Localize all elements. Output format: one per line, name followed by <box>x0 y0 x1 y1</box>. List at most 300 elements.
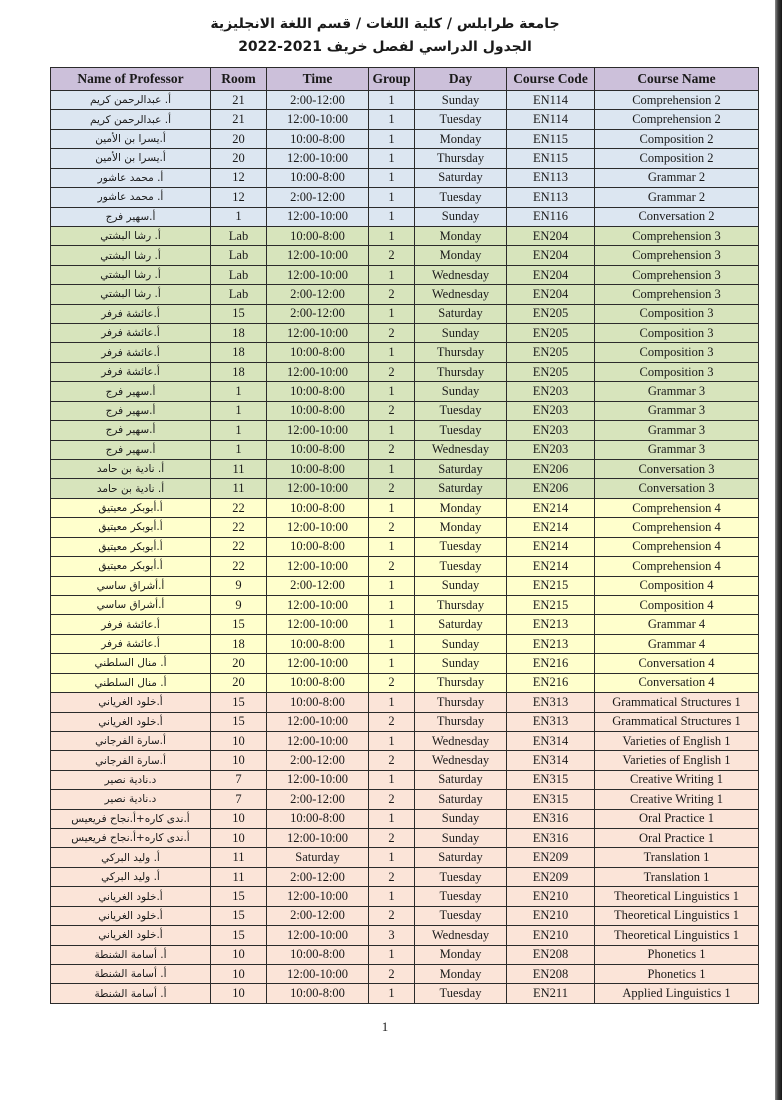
cell-group: 2 <box>369 906 415 925</box>
cell-code: EN215 <box>507 576 595 595</box>
cell-professor: أ. محمد عاشور <box>51 168 211 187</box>
cell-group: 1 <box>369 207 415 226</box>
cell-course: Creative Writing 1 <box>595 770 759 789</box>
cell-course: Theoretical Linguistics 1 <box>595 906 759 925</box>
cell-group: 3 <box>369 926 415 945</box>
cell-professor: أ.عائشة فرفر <box>51 634 211 653</box>
cell-time: 10:00-8:00 <box>267 984 369 1004</box>
table-row <box>51 518 759 537</box>
cell-time: 10:00-8:00 <box>267 537 369 556</box>
cell-code: EN213 <box>507 615 595 634</box>
cell-professor: أ.يسرا بن الأمين <box>51 149 211 168</box>
cell-course: Conversation 4 <box>595 654 759 673</box>
cell-professor: أ.سهير فرج <box>51 401 211 420</box>
cell-code: EN209 <box>507 848 595 867</box>
cell-time: 2:00-12:00 <box>267 576 369 595</box>
cell-code: EN115 <box>507 149 595 168</box>
cell-group: 1 <box>369 537 415 556</box>
cell-room: 18 <box>211 324 267 343</box>
document-title: جامعة طرابلس / كلية اللغات / قسم اللغة الانجليزية <box>210 16 560 32</box>
cell-professor: أ. أسامة الشنطة <box>51 945 211 964</box>
table-row <box>51 382 759 401</box>
cell-time: 12:00-10:00 <box>267 479 369 498</box>
cell-course: Comprehension 2 <box>595 91 759 110</box>
cell-time: 10:00-8:00 <box>267 440 369 459</box>
cell-code: EN203 <box>507 421 595 440</box>
cell-group: 2 <box>369 673 415 692</box>
cell-group: 2 <box>369 790 415 809</box>
cell-professor: أ.خلود الغرياني <box>51 712 211 731</box>
cell-professor: أ. وليد البركي <box>51 848 211 867</box>
cell-room: 10 <box>211 945 267 964</box>
cell-group: 1 <box>369 848 415 867</box>
table-row <box>51 226 759 245</box>
cell-room: 11 <box>211 848 267 867</box>
cell-professor: أ. عبدالرحمن كريم <box>51 110 211 129</box>
cell-time: 2:00-12:00 <box>267 285 369 304</box>
table-row <box>51 304 759 323</box>
cell-room: Lab <box>211 226 267 245</box>
cell-code: EN205 <box>507 324 595 343</box>
cell-group: 1 <box>369 984 415 1004</box>
cell-day: Tuesday <box>415 401 507 420</box>
cell-course: Phonetics 1 <box>595 964 759 983</box>
cell-code: EN210 <box>507 887 595 906</box>
column-header-professor: Name of Professor <box>51 68 211 91</box>
cell-code: EN214 <box>507 557 595 576</box>
cell-course: Composition 3 <box>595 304 759 323</box>
cell-day: Saturday <box>415 770 507 789</box>
cell-course: Oral Practice 1 <box>595 809 759 828</box>
document-subtitle: الجدول الدراسي لفصل خريف 2021-2022 <box>238 39 532 55</box>
cell-time: 12:00-10:00 <box>267 829 369 848</box>
cell-room: 20 <box>211 673 267 692</box>
cell-day: Monday <box>415 226 507 245</box>
cell-code: EN214 <box>507 498 595 517</box>
cell-professor: أ. نادية بن حامد <box>51 479 211 498</box>
cell-code: EN315 <box>507 770 595 789</box>
cell-code: EN316 <box>507 809 595 828</box>
cell-group: 1 <box>369 731 415 750</box>
cell-professor: أ.أبوبكر معيتيق <box>51 518 211 537</box>
cell-group: 1 <box>369 693 415 712</box>
cell-room: 15 <box>211 304 267 323</box>
cell-code: EN113 <box>507 168 595 187</box>
cell-professor: أ.خلود الغرياني <box>51 693 211 712</box>
cell-code: EN114 <box>507 110 595 129</box>
cell-code: EN210 <box>507 906 595 925</box>
cell-room: 1 <box>211 421 267 440</box>
cell-time: 10:00-8:00 <box>267 809 369 828</box>
cell-time: 12:00-10:00 <box>267 770 369 789</box>
cell-course: Oral Practice 1 <box>595 829 759 848</box>
cell-day: Sunday <box>415 829 507 848</box>
cell-group: 1 <box>369 91 415 110</box>
cell-code: EN208 <box>507 964 595 983</box>
table-row <box>51 964 759 983</box>
cell-room: 22 <box>211 498 267 517</box>
table-row <box>51 110 759 129</box>
cell-course: Creative Writing 1 <box>595 790 759 809</box>
cell-course: Composition 3 <box>595 362 759 381</box>
cell-day: Tuesday <box>415 557 507 576</box>
table-row <box>51 576 759 595</box>
cell-code: EN210 <box>507 926 595 945</box>
cell-professor: أ. محمد عاشور <box>51 188 211 207</box>
cell-code: EN315 <box>507 790 595 809</box>
table-row <box>51 712 759 731</box>
cell-time: 12:00-10:00 <box>267 557 369 576</box>
cell-day: Sunday <box>415 809 507 828</box>
cell-professor: أ.سارة الفرجاني <box>51 731 211 750</box>
cell-course: Varieties of English 1 <box>595 751 759 770</box>
cell-course: Grammar 3 <box>595 440 759 459</box>
cell-room: Lab <box>211 246 267 265</box>
cell-room: 20 <box>211 654 267 673</box>
cell-room: 18 <box>211 343 267 362</box>
cell-group: 1 <box>369 634 415 653</box>
cell-day: Tuesday <box>415 867 507 886</box>
cell-code: EN214 <box>507 518 595 537</box>
cell-day: Saturday <box>415 790 507 809</box>
cell-course: Theoretical Linguistics 1 <box>595 887 759 906</box>
cell-course: Comprehension 4 <box>595 557 759 576</box>
cell-course: Grammar 4 <box>595 615 759 634</box>
table-row <box>51 906 759 925</box>
cell-group: 2 <box>369 867 415 886</box>
cell-time: 12:00-10:00 <box>267 712 369 731</box>
cell-professor: أ.سهير فرج <box>51 207 211 226</box>
cell-group: 2 <box>369 440 415 459</box>
table-row <box>51 285 759 304</box>
cell-code: EN314 <box>507 751 595 770</box>
cell-time: 12:00-10:00 <box>267 887 369 906</box>
cell-course: Composition 3 <box>595 324 759 343</box>
table-row <box>51 168 759 187</box>
cell-day: Monday <box>415 945 507 964</box>
cell-group: 1 <box>369 168 415 187</box>
cell-day: Wednesday <box>415 731 507 750</box>
cell-code: EN203 <box>507 401 595 420</box>
cell-day: Saturday <box>415 848 507 867</box>
cell-group: 2 <box>369 829 415 848</box>
cell-day: Sunday <box>415 654 507 673</box>
cell-group: 1 <box>369 498 415 517</box>
table-row <box>51 595 759 614</box>
cell-time: 12:00-10:00 <box>267 421 369 440</box>
cell-time: 10:00-8:00 <box>267 693 369 712</box>
cell-day: Monday <box>415 498 507 517</box>
cell-room: 1 <box>211 401 267 420</box>
cell-code: EN203 <box>507 382 595 401</box>
table-row <box>51 421 759 440</box>
cell-professor: أ.سهير فرج <box>51 382 211 401</box>
cell-code: EN314 <box>507 731 595 750</box>
cell-day: Wednesday <box>415 751 507 770</box>
document-header <box>0 13 770 59</box>
table-row <box>51 498 759 517</box>
cell-time: 12:00-10:00 <box>267 362 369 381</box>
cell-course: Grammar 2 <box>595 188 759 207</box>
cell-group: 2 <box>369 401 415 420</box>
schedule-body <box>51 91 759 1004</box>
cell-room: 10 <box>211 984 267 1004</box>
cell-course: Grammar 2 <box>595 168 759 187</box>
cell-room: 11 <box>211 460 267 479</box>
cell-room: 15 <box>211 693 267 712</box>
cell-group: 1 <box>369 188 415 207</box>
cell-group: 1 <box>369 887 415 906</box>
cell-group: 1 <box>369 654 415 673</box>
cell-time: 2:00-12:00 <box>267 188 369 207</box>
cell-group: 2 <box>369 518 415 537</box>
cell-room: 1 <box>211 440 267 459</box>
cell-group: 2 <box>369 557 415 576</box>
cell-group: 1 <box>369 595 415 614</box>
cell-time: 12:00-10:00 <box>267 595 369 614</box>
table-row <box>51 770 759 789</box>
cell-professor: أ.عائشة فرفر <box>51 324 211 343</box>
cell-professor: أ. عبدالرحمن كريم <box>51 91 211 110</box>
cell-day: Thursday <box>415 712 507 731</box>
cell-room: 12 <box>211 188 267 207</box>
cell-room: 1 <box>211 382 267 401</box>
cell-code: EN204 <box>507 246 595 265</box>
cell-group: 1 <box>369 226 415 245</box>
cell-group: 1 <box>369 304 415 323</box>
cell-room: 15 <box>211 615 267 634</box>
cell-day: Thursday <box>415 362 507 381</box>
table-row <box>51 945 759 964</box>
table-row <box>51 324 759 343</box>
cell-time: 10:00-8:00 <box>267 634 369 653</box>
cell-time: 12:00-10:00 <box>267 324 369 343</box>
cell-room: 20 <box>211 149 267 168</box>
scan-edge-artifact <box>775 0 782 1100</box>
cell-room: 15 <box>211 712 267 731</box>
cell-code: EN209 <box>507 867 595 886</box>
cell-day: Sunday <box>415 576 507 595</box>
cell-day: Wednesday <box>415 285 507 304</box>
column-header-group: Group <box>369 68 415 91</box>
cell-day: Monday <box>415 518 507 537</box>
table-row <box>51 848 759 867</box>
header-row <box>51 68 759 91</box>
table-row <box>51 91 759 110</box>
cell-group: 2 <box>369 712 415 731</box>
column-header-room: Room <box>211 68 267 91</box>
cell-code: EN316 <box>507 829 595 848</box>
cell-time: 2:00-12:00 <box>267 751 369 770</box>
cell-room: 10 <box>211 751 267 770</box>
cell-time: 2:00-12:00 <box>267 91 369 110</box>
cell-course: Composition 4 <box>595 595 759 614</box>
cell-course: Grammatical Structures 1 <box>595 693 759 712</box>
cell-code: EN113 <box>507 188 595 207</box>
cell-day: Wednesday <box>415 265 507 284</box>
cell-room: 22 <box>211 537 267 556</box>
column-header-time: Time <box>267 68 369 91</box>
cell-time: 10:00-8:00 <box>267 401 369 420</box>
cell-professor: أ.ندى كاره+أ.نجاح فريعيس <box>51 829 211 848</box>
cell-group: 2 <box>369 362 415 381</box>
cell-professor: د.نادية نصير <box>51 770 211 789</box>
cell-group: 1 <box>369 265 415 284</box>
table-row <box>51 790 759 809</box>
cell-code: EN211 <box>507 984 595 1004</box>
cell-code: EN204 <box>507 265 595 284</box>
cell-code: EN205 <box>507 362 595 381</box>
table-row <box>51 751 759 770</box>
cell-room: 15 <box>211 926 267 945</box>
cell-group: 1 <box>369 129 415 148</box>
cell-code: EN215 <box>507 595 595 614</box>
cell-room: 20 <box>211 129 267 148</box>
cell-group: 2 <box>369 246 415 265</box>
cell-professor: أ.سهير فرج <box>51 421 211 440</box>
cell-time: 10:00-8:00 <box>267 460 369 479</box>
table-row <box>51 188 759 207</box>
column-header-course-code: Course Code <box>507 68 595 91</box>
cell-course: Conversation 2 <box>595 207 759 226</box>
cell-day: Thursday <box>415 149 507 168</box>
cell-day: Tuesday <box>415 537 507 556</box>
cell-professor: أ. وليد البركي <box>51 867 211 886</box>
cell-day: Tuesday <box>415 887 507 906</box>
cell-professor: أ.ندى كاره+أ.نجاح فريعيس <box>51 809 211 828</box>
cell-professor: أ.أبوبكر معيتيق <box>51 557 211 576</box>
cell-code: EN114 <box>507 91 595 110</box>
cell-professor: أ.عائشة فرفر <box>51 343 211 362</box>
cell-time: 12:00-10:00 <box>267 110 369 129</box>
cell-group: 2 <box>369 964 415 983</box>
cell-course: Translation 1 <box>595 867 759 886</box>
cell-group: 2 <box>369 285 415 304</box>
cell-room: 1 <box>211 207 267 226</box>
cell-professor: أ.أبوبكر معيتيق <box>51 537 211 556</box>
cell-course: Grammar 3 <box>595 421 759 440</box>
cell-professor: أ. أسامة الشنطة <box>51 964 211 983</box>
cell-course: Comprehension 4 <box>595 537 759 556</box>
cell-group: 1 <box>369 421 415 440</box>
cell-time: Saturday <box>267 848 369 867</box>
cell-code: EN115 <box>507 129 595 148</box>
cell-time: 2:00-12:00 <box>267 790 369 809</box>
cell-professor: أ. رشا البشتي <box>51 226 211 245</box>
cell-day: Monday <box>415 129 507 148</box>
table-row <box>51 460 759 479</box>
cell-course: Varieties of English 1 <box>595 731 759 750</box>
cell-code: EN204 <box>507 285 595 304</box>
cell-course: Comprehension 3 <box>595 285 759 304</box>
cell-room: 11 <box>211 867 267 886</box>
cell-time: 12:00-10:00 <box>267 926 369 945</box>
table-row <box>51 401 759 420</box>
cell-day: Sunday <box>415 91 507 110</box>
cell-professor: أ. أسامة الشنطة <box>51 984 211 1004</box>
cell-time: 2:00-12:00 <box>267 304 369 323</box>
cell-professor: أ.خلود الغرياني <box>51 926 211 945</box>
cell-day: Saturday <box>415 460 507 479</box>
cell-room: 7 <box>211 770 267 789</box>
cell-room: Lab <box>211 285 267 304</box>
cell-course: Comprehension 3 <box>595 246 759 265</box>
cell-course: Composition 4 <box>595 576 759 595</box>
table-row <box>51 984 759 1004</box>
cell-professor: أ.سارة الفرجاني <box>51 751 211 770</box>
cell-professor: د.نادية نصير <box>51 790 211 809</box>
cell-course: Comprehension 3 <box>595 226 759 245</box>
cell-day: Sunday <box>415 324 507 343</box>
cell-course: Composition 2 <box>595 149 759 168</box>
cell-professor: أ.خلود الغرياني <box>51 887 211 906</box>
cell-time: 12:00-10:00 <box>267 518 369 537</box>
cell-day: Tuesday <box>415 110 507 129</box>
cell-professor: أ.يسرا بن الأمين <box>51 129 211 148</box>
cell-room: 9 <box>211 576 267 595</box>
cell-code: EN206 <box>507 460 595 479</box>
table-row <box>51 479 759 498</box>
cell-code: EN208 <box>507 945 595 964</box>
table-row <box>51 129 759 148</box>
cell-time: 12:00-10:00 <box>267 964 369 983</box>
cell-time: 10:00-8:00 <box>267 945 369 964</box>
cell-time: 10:00-8:00 <box>267 673 369 692</box>
cell-professor: أ.أشراق ساسي <box>51 576 211 595</box>
cell-time: 10:00-8:00 <box>267 168 369 187</box>
cell-room: 15 <box>211 887 267 906</box>
table-row <box>51 265 759 284</box>
cell-room: 9 <box>211 595 267 614</box>
cell-code: EN313 <box>507 712 595 731</box>
cell-professor: أ.أشراق ساسي <box>51 595 211 614</box>
cell-professor: أ. منال السلطني <box>51 654 211 673</box>
table-row <box>51 537 759 556</box>
table-row <box>51 654 759 673</box>
cell-group: 1 <box>369 615 415 634</box>
cell-room: 15 <box>211 906 267 925</box>
cell-course: Grammar 3 <box>595 382 759 401</box>
cell-professor: أ. نادية بن حامد <box>51 460 211 479</box>
cell-course: Composition 3 <box>595 343 759 362</box>
cell-room: 10 <box>211 829 267 848</box>
cell-code: EN213 <box>507 634 595 653</box>
cell-day: Thursday <box>415 595 507 614</box>
cell-room: 11 <box>211 479 267 498</box>
cell-day: Saturday <box>415 168 507 187</box>
table-row <box>51 809 759 828</box>
cell-group: 1 <box>369 576 415 595</box>
cell-group: 1 <box>369 770 415 789</box>
cell-room: 10 <box>211 809 267 828</box>
cell-room: 10 <box>211 964 267 983</box>
cell-day: Sunday <box>415 382 507 401</box>
cell-professor: أ. رشا البشتي <box>51 285 211 304</box>
cell-time: 10:00-8:00 <box>267 343 369 362</box>
cell-course: Conversation 3 <box>595 479 759 498</box>
cell-room: 22 <box>211 518 267 537</box>
cell-day: Tuesday <box>415 421 507 440</box>
cell-code: EN203 <box>507 440 595 459</box>
cell-group: 2 <box>369 751 415 770</box>
cell-code: EN116 <box>507 207 595 226</box>
cell-day: Monday <box>415 964 507 983</box>
cell-code: EN216 <box>507 673 595 692</box>
table-row <box>51 246 759 265</box>
cell-course: Translation 1 <box>595 848 759 867</box>
cell-room: 18 <box>211 634 267 653</box>
cell-course: Comprehension 3 <box>595 265 759 284</box>
